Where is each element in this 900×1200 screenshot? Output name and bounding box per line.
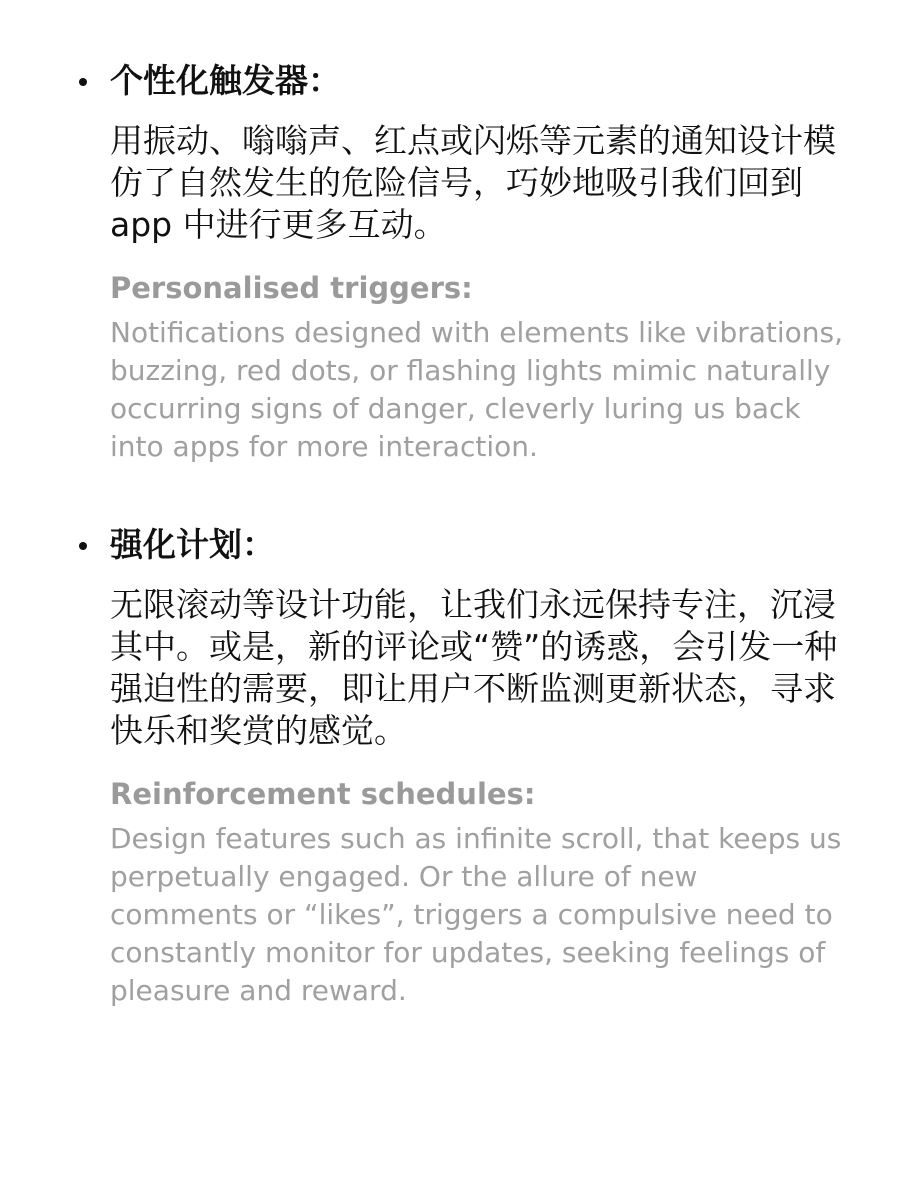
zh-section-body: 无限滚动等设计功能，让我们永远保持专注，沉浸其中。或是，新的评论或“赞”的诱惑，会引发一种强迫性的需要，即让用户不断监测更新状态，寻求快乐和奖赏的感觉。 xyxy=(110,585,838,750)
zh-section-title: 强化计划： xyxy=(110,525,275,564)
section-reinforcement-schedules xyxy=(0,522,900,1010)
en-section-body: Notifications designed with elements like vibrations, buzzing, red dots, or flashing lights mimic naturally occurring signs of danger, cleverly luring us back into apps for more interaction. xyxy=(110,316,844,463)
bullet-dot-icon xyxy=(79,542,87,550)
en-section-title: Personalised triggers: xyxy=(110,271,473,305)
en-section-body: Design features such as infinite scroll, that keeps us perpetually engaged. Or the allure of new comments or “likes”, triggers a compulsive need to constantly monitor for updates, seeking feelings of pleasure and reward. xyxy=(110,822,842,1007)
bullet-dot-icon xyxy=(79,78,87,86)
section-heading-row xyxy=(0,58,900,108)
zh-section-title: 个性化触发器： xyxy=(110,61,341,100)
section-heading-row xyxy=(0,522,900,572)
en-section-title: Reinforcement schedules: xyxy=(110,777,536,811)
section-personalised-triggers xyxy=(0,58,900,466)
zh-section-body: 用振动、嗡嗡声、红点或闪烁等元素的通知设计模仿了自然发生的危险信号，巧妙地吸引我们回到 app 中进行更多互动。 xyxy=(110,121,836,244)
